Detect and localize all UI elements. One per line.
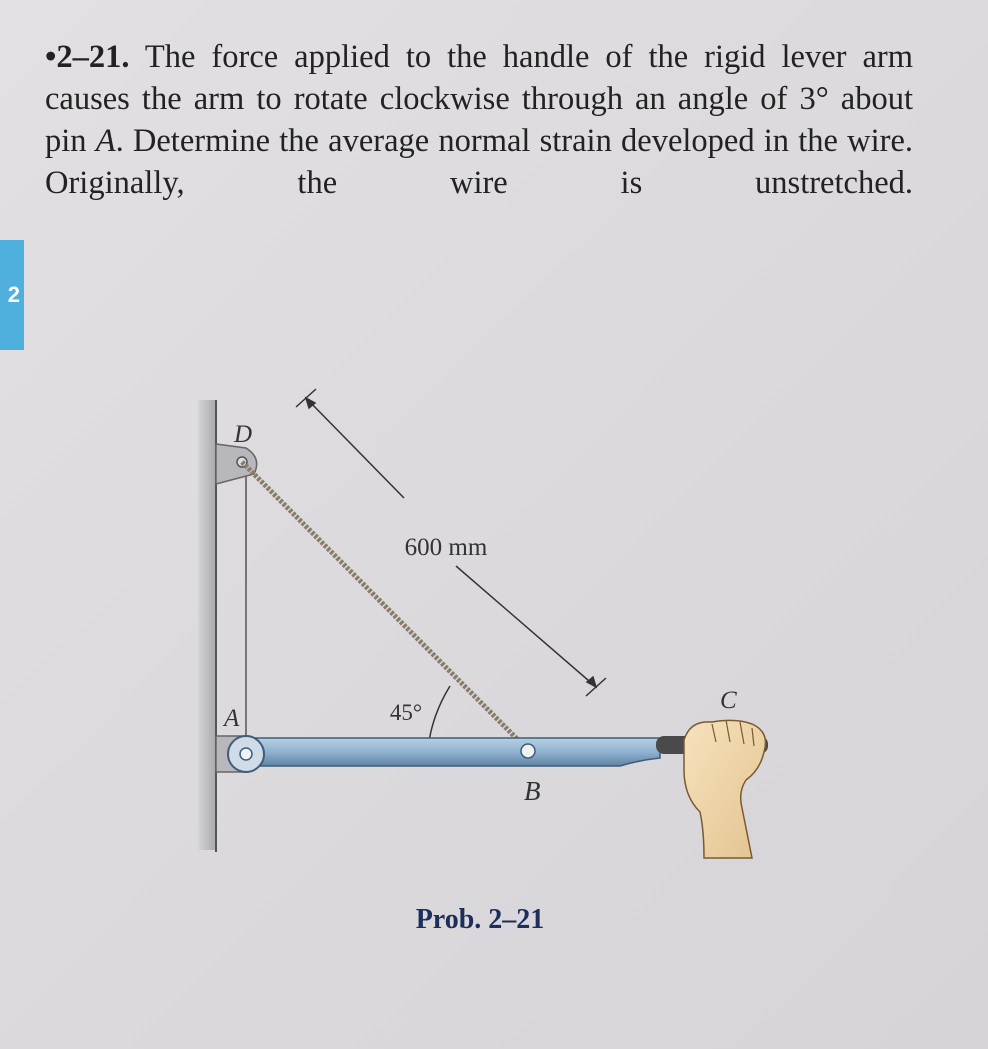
label-d: D xyxy=(234,421,253,448)
label-c: C xyxy=(720,687,737,714)
wall xyxy=(198,400,216,850)
problem-text-part1: The force applied to the handle of the rigid lever arm causes the arm to rotate clockwise through an angle of 3° about pin xyxy=(45,39,913,159)
problem-number: •2–21. xyxy=(45,39,130,75)
pin-b xyxy=(521,744,535,758)
label-a: A xyxy=(224,705,240,732)
lever-arm xyxy=(244,738,660,766)
wire xyxy=(242,462,528,750)
pin-a-center xyxy=(240,748,252,760)
bracket-d xyxy=(216,444,257,484)
problem-pin-label: A xyxy=(95,123,116,159)
dimension-label: 600 mm xyxy=(404,534,488,561)
angle-label: 45° xyxy=(389,700,423,725)
figure-caption: Prob. 2–21 xyxy=(415,904,545,935)
label-b: B xyxy=(524,776,541,806)
hand-icon xyxy=(684,720,766,858)
chapter-tab-label: 2 xyxy=(7,282,20,307)
problem-text-part2: . Determine the average normal strain developed in the wire. Originally, the wire is unstretched. xyxy=(45,123,914,201)
